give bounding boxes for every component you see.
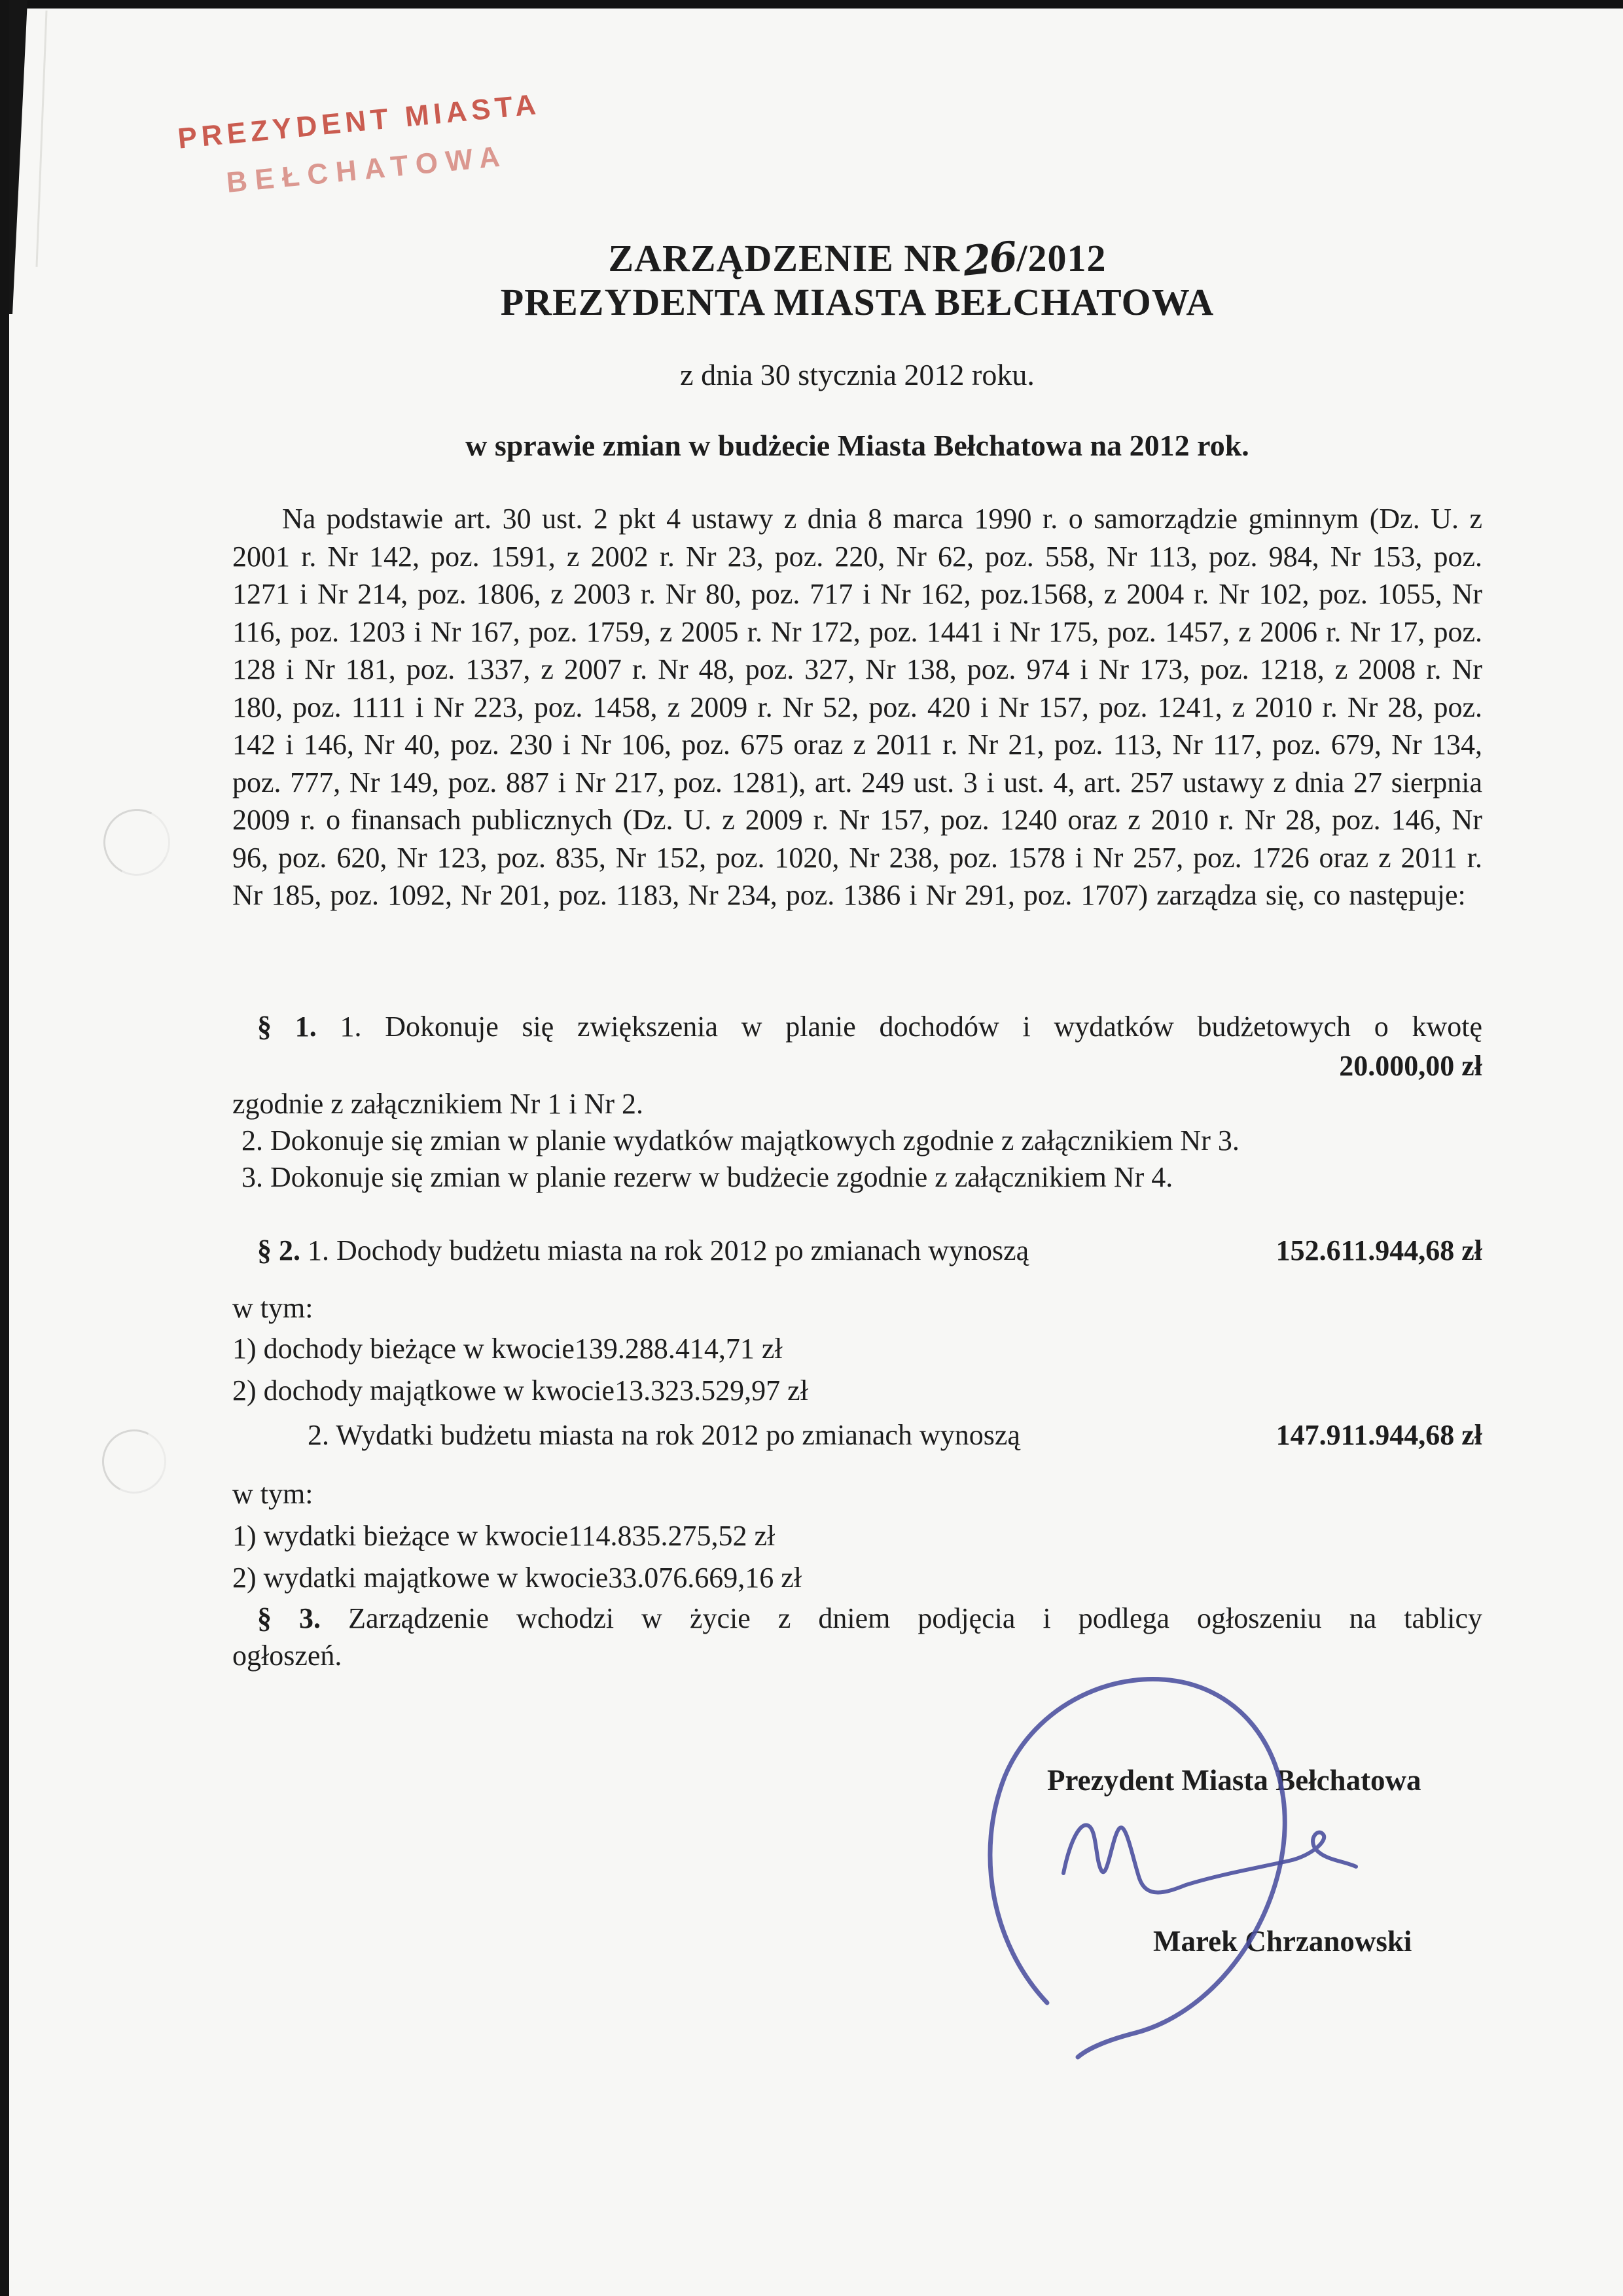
document-title-line2: PREZYDENTA MIASTA BEŁCHATOWA [500,281,1215,323]
section-1-item-2: 2. Dokonuje się zmian w planie wydatków majątkowych zgodnie z załącznikiem Nr 3. [241,1124,1240,1157]
current-revenues-label: 1) dochody bieżące w kwocie [232,1333,575,1365]
section-2-including-2: w tym: [232,1478,313,1510]
signature-title: Prezydent Miasta Bełchatowa [1047,1764,1421,1797]
section-3-text: Zarządzenie wchodzi w życie z dniem podjęcia i podlega ogłoszeniu na tablicy [348,1602,1483,1634]
capital-revenues-label: 2) dochody majątkowe w kwocie [232,1374,615,1407]
section-2-revenues-text [232,1232,1029,1269]
section-1-intro [232,1008,1482,1045]
section-1-intro-text: 1. Dokonuje się zwiększenia w planie dochodów i wydatków budżetowych o kwotę [340,1011,1483,1043]
legal-basis-paragraph: Na podstawie art. 30 ust. 2 pkt 4 ustawy z dnia 8 marca 1990 r. o samorządzie gminnym (Dz. U. z 2001 r. Nr 142, poz. 1591, z 2002 r. Nr 23, poz. 220, Nr 62, poz. 558, Nr 113, poz. 984, Nr 153, poz. 1271 i Nr 214, poz. 1806, z 2003 r. Nr 80, poz. 717 i Nr 162, poz.1568, z 2004 r. Nr 102, poz. 1055, Nr 116, poz. 1203 i Nr 167, poz. 1759, z 2005 r. Nr 172, poz. 1441 i Nr 175, poz. 1457, z 2006 r. Nr 17, poz. 128 i Nr 181, poz. 1337, z 2007 r. Nr 48, poz. 327, Nr 138, poz. 974 i Nr 173, poz. 1218, z 2008 r. Nr 180, poz. 1111 i Nr 223, poz. 1458, z 2009 r. Nr 52, poz. 420 i Nr 157, poz. 1241, z 2010 r. Nr 28, poz. 142 i 146, Nr 40, poz. 230 i Nr 106, poz. 675 oraz z 2011 r. Nr 21, poz. 113, Nr 117, poz. 679, Nr 134, poz. 777, Nr 149, poz. 887 i Nr 217, poz. 1281), art. 249 ust. 3 i ust. 4, art. 257 ustawy z dnia 27 sierpnia 2009 r. o finansach publicznych (Dz. U. z 2009 r. Nr 157, poz. 1240 oraz z 2010 r. Nr 28, poz. 146, Nr 96, poz. 620, Nr 123, poz. 835, Nr 152, poz. 1020, Nr 238, poz. 1578 i Nr 257, poz. 1726 oraz z 2011 r. Nr 185, poz. 1092, Nr 201, poz. 1183, Nr 234, poz. 1386 i Nr 291, poz. 1707) zarządza się, co następuje: [232,503,1482,911]
title-number-handwritten: 26 [960,232,1018,285]
document-title [232,232,1482,285]
section-2-current-revenues-row [232,1330,1482,1367]
section-2-expenditures-text: 2. Wydatki budżetu miasta na rok 2012 po zmianach wynoszą [308,1419,1020,1451]
section-2-including-1: w tym: [232,1292,313,1324]
section-2-capital-expenditures-row [232,1559,1482,1596]
section-3-mark: § 3. [257,1602,321,1634]
section-1-mark: § 1. [257,1011,317,1043]
hole-punch-mark-bottom [94,1421,174,1501]
date-line: z dnia 30 stycznia 2012 roku. [680,358,1035,391]
stamp-line-2: BEŁCHATOWA [224,139,509,199]
title-prefix: ZARZĄDZENIE NR [608,237,961,279]
section-1-attachment-note: zgodnie z załącznikiem Nr 1 i Nr 2. [232,1088,643,1120]
section-2-current-expenditures-row [232,1517,1482,1554]
section-2-revenues-amount: 152.611.944,68 zł [1275,1234,1482,1266]
signature-ink [942,1662,1427,2094]
scan-edge-left [0,0,9,2296]
paper-edge-line [35,10,47,267]
capital-expenditures-label: 2) wydatki majątkowe w kwocie [232,1562,609,1594]
section-2-revenues-row [232,1232,1482,1269]
scan-edge-top [0,0,1623,9]
subject-line: w sprawie zmian w budżecie Miasta Bełchatowa na 2012 rok. [465,429,1249,462]
current-expenditures-amount: 114.835.275,52 zł [568,1520,776,1552]
signature-ink-squiggle [1063,1825,1356,1893]
hole-punch-mark-top [95,800,179,885]
section-3-body-line1 [232,1600,1482,1637]
signature-name: Marek Chrzanowski [1153,1925,1412,1958]
stamp-line-1: PREZYDENT MIASTA [176,88,542,155]
section-2-line1: 1. Dochody budżetu miasta na rok 2012 po zmianach wynoszą [308,1234,1029,1266]
signature-ink-loop [990,1679,1285,2057]
capital-revenues-amount: 13.323.529,97 zł [615,1374,808,1407]
current-revenues-amount: 139.288.414,71 zł [574,1333,783,1365]
capital-expenditures-amount: 33.076.669,16 zł [608,1562,802,1594]
section-2-capital-revenues-row [232,1372,1482,1409]
official-stamp [156,88,567,204]
title-suffix: /2012 [1016,237,1107,279]
section-2-expenditures-row [232,1416,1482,1454]
section-3-body-line2: ogłoszeń. [232,1640,342,1672]
scan-edge-corner [9,0,27,314]
current-expenditures-label: 1) wydatki bieżące w kwocie [232,1520,569,1552]
section-2-expenditures-amount: 147.911.944,68 zł [1275,1419,1482,1451]
section-2-mark: § 2. [257,1234,300,1266]
section-1-amount: 20.000,00 zł [1339,1050,1482,1082]
section-1-item-3: 3. Dokonuje się zmian w planie rezerw w budżecie zgodnie z załącznikiem Nr 4. [241,1161,1173,1193]
